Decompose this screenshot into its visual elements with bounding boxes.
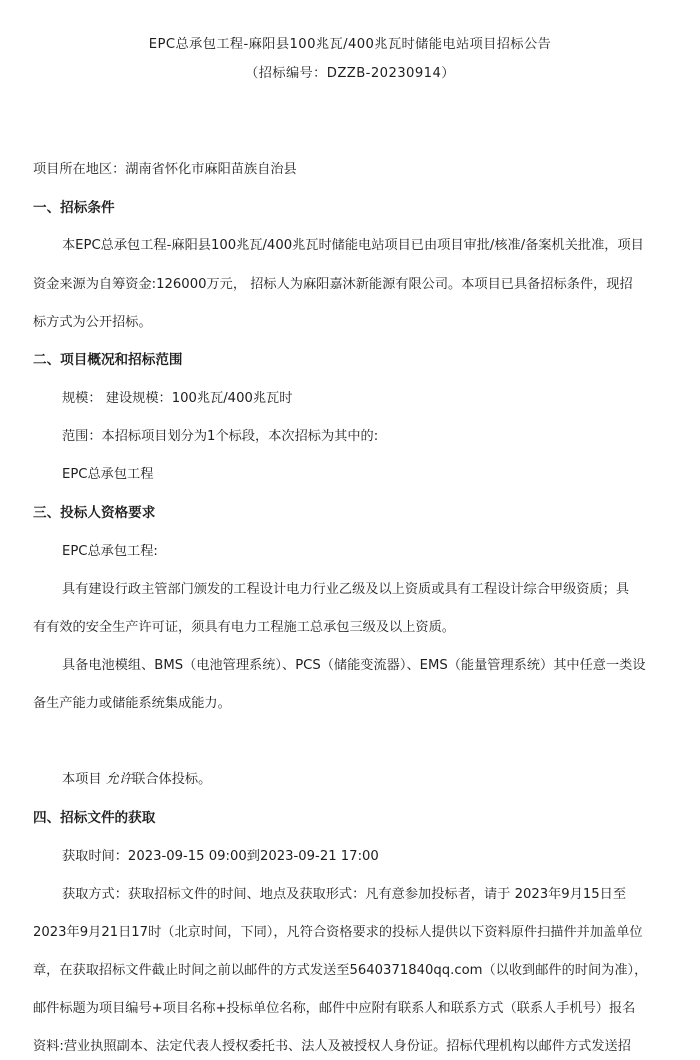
section-3-heading: 三、投标人资格要求 bbox=[33, 505, 156, 521]
qualification-req-2-line-2: 备生产能力或储能系统集成能力。 bbox=[33, 696, 231, 711]
section-4-heading: 四、招标文件的获取 bbox=[33, 810, 156, 826]
consortium-suffix: 联合体投标。 bbox=[132, 772, 212, 787]
qualification-req-2-line-1: 具备电池模组、BMS（电池管理系统）、PCS（储能变流器）、EMS（能量管理系统）其中任意一类设 bbox=[62, 658, 646, 673]
consortium-allowed: 允许 bbox=[105, 772, 133, 787]
project-scope: 范围：本招标项目划分为1个标段，本次招标为其中的: bbox=[62, 429, 379, 444]
section-2-heading: 二、项目概况和招标范围 bbox=[33, 352, 183, 368]
acquisition-method-line-4: 邮件标题为项目编号+项目名称+投标单位名称，邮件中应附有联系人和联系方式（联系人手机号）报名 bbox=[33, 1001, 636, 1016]
project-lot: EPC总承包工程 bbox=[62, 467, 154, 482]
section-1-line-3: 标方式为公开招标。 bbox=[33, 315, 152, 330]
section-1-line-2: 资金来源为自筹资金:126000万元， 招标人为麻阳嘉沐新能源有限公司。本项目已具备招标条件，现招 bbox=[33, 277, 633, 292]
acquisition-time: 获取时间：2023-09-15 09:00到2023-09-21 17:00 bbox=[62, 849, 379, 864]
consortium-prefix: 本项目 bbox=[62, 772, 106, 787]
acquisition-method-line-2: 2023年9月21日17时（北京时间，下同），凡符合资格要求的投标人提供以下资料原件扫描件并加盖单位 bbox=[33, 925, 643, 940]
acquisition-method-line-1: 获取方式：获取招标文件的时间、地点及获取形式：凡有意参加投标者，请于 2023年9月15日至 bbox=[62, 887, 627, 902]
qualification-req-1-line-1: 具有建设行政主管部门颁发的工程设计电力行业乙级及以上资质或具有工程设计综合甲级资质；具 bbox=[62, 582, 630, 597]
project-scale: 规模： 建设规模：100兆瓦/400兆瓦时 bbox=[62, 391, 293, 406]
bid-number: （招标编号：DZZB-20230914） bbox=[245, 66, 455, 81]
document-title: EPC总承包工程-麻阳县100兆瓦/400兆瓦时储能电站项目招标公告 bbox=[148, 37, 552, 52]
acquisition-method-line-5: 资料:营业执照副本、法定代表人授权委托书、法人及被授权人身份证。招标代理机构以邮件方式发送招 bbox=[33, 1039, 631, 1054]
qualification-lot: EPC总承包工程: bbox=[62, 544, 158, 559]
consortium-statement bbox=[62, 770, 211, 790]
acquisition-method-line-3: 章，在获取招标文件截止时间之前以邮件的方式发送至5640371840qq.com（以收到邮件的时间为准）， bbox=[33, 963, 648, 978]
section-1-line-1: 本EPC总承包工程-麻阳县100兆瓦/400兆瓦时储能电站项目已由项目审批/核准/备案机关批准，项目 bbox=[62, 238, 644, 253]
project-region: 项目所在地区：湖南省怀化市麻阳苗族自治县 bbox=[33, 162, 297, 177]
qualification-req-1-line-2: 有有效的安全生产许可证，须具有电力工程施工总承包三级及以上资质。 bbox=[33, 620, 455, 635]
section-1-heading: 一、招标条件 bbox=[33, 200, 115, 216]
